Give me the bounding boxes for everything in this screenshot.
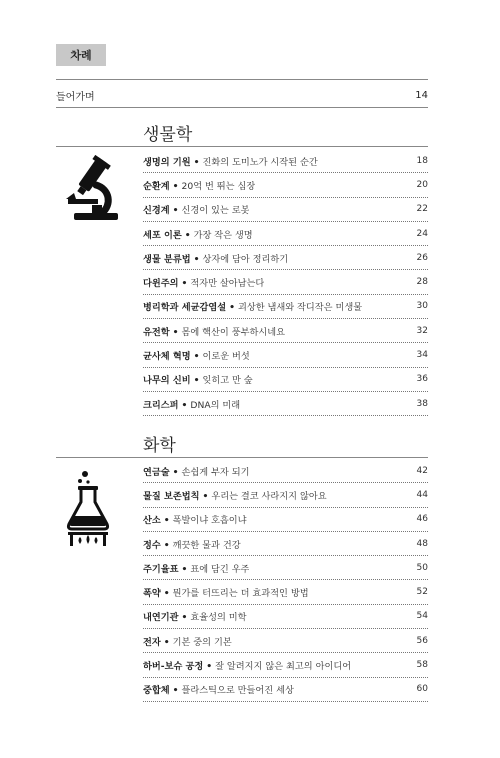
entry-title: 순환계 (143, 180, 170, 192)
entry-title: 유전학 (143, 326, 170, 338)
entry-page-number: 44 (416, 489, 428, 500)
entry-separator: • (193, 156, 200, 168)
entry-page-number: 36 (416, 374, 428, 385)
entry-separator: • (181, 563, 188, 575)
entry-title: 세포 이론 (143, 229, 182, 241)
entry-title: 생물 분류법 (143, 253, 191, 265)
toc-entry[interactable] (143, 653, 428, 677)
entry-separator: • (181, 399, 188, 411)
section-title-chemistry: 화학 (143, 436, 176, 456)
entry-separator: • (229, 302, 235, 314)
toc-entry[interactable] (143, 270, 428, 294)
flask-burner-icon (66, 468, 114, 552)
entry-subtitle: 플라스틱으로 만들어진 세상 (181, 685, 294, 697)
toc-entry[interactable] (143, 678, 428, 702)
entry-subtitle: 잘 알려지지 않은 최고의 아이디어 (215, 661, 352, 673)
entry-separator: • (172, 685, 179, 697)
toc-list-biology (143, 149, 428, 416)
entry-title: 연금술 (143, 466, 170, 478)
toc-entry[interactable] (143, 483, 428, 507)
contents-badge: 차례 (56, 44, 106, 66)
toc-entry[interactable] (143, 246, 428, 270)
toc-entry[interactable] (143, 198, 428, 222)
toc-list-chemistry (143, 459, 428, 702)
intro-page-number: 14 (415, 89, 428, 101)
entry-title: 하버-보슈 공정 (143, 661, 204, 673)
entry-title: 신경계 (143, 205, 170, 217)
entry-title: 산소 (143, 515, 161, 527)
entry-page-number: 20 (416, 179, 428, 190)
entry-subtitle: 잊히고 만 숲 (202, 375, 253, 387)
toc-entry[interactable] (143, 605, 428, 629)
entry-title: 물질 보존법칙 (143, 490, 200, 502)
entry-title: 생명의 기원 (143, 156, 191, 168)
entry-subtitle: 가장 작은 생명 (193, 229, 253, 241)
entry-page-number: 26 (416, 252, 428, 263)
entry-separator: • (181, 278, 188, 290)
entry-page-number: 48 (416, 538, 428, 549)
entry-subtitle: 우리는 결코 사라지지 않아요 (211, 490, 327, 502)
intro-divider (56, 107, 428, 108)
toc-entry[interactable] (143, 295, 428, 319)
entry-title: 크리스퍼 (143, 399, 179, 411)
entry-subtitle: 표에 담긴 우주 (190, 563, 250, 575)
entry-separator: • (193, 351, 200, 363)
entry-page-number: 60 (416, 684, 428, 695)
entry-subtitle: DNA의 미래 (190, 399, 241, 411)
microscope-icon (58, 155, 122, 229)
toc-entry[interactable] (143, 343, 428, 367)
entry-page-number: 22 (416, 204, 428, 215)
toc-entry[interactable] (143, 368, 428, 392)
toc-entry[interactable] (143, 532, 428, 556)
entry-separator: • (193, 375, 200, 387)
entry-page-number: 38 (416, 398, 428, 409)
entry-separator: • (172, 180, 179, 192)
entry-title: 중합체 (143, 685, 170, 697)
entry-subtitle: 폭발이냐 호흡이냐 (172, 515, 247, 527)
entry-subtitle: 이로운 버섯 (202, 351, 250, 363)
entry-subtitle: 몸에 핵산이 풍부하시네요 (181, 326, 285, 338)
toc-entry[interactable] (143, 392, 428, 416)
entry-separator: • (193, 253, 200, 265)
toc-entry[interactable] (143, 222, 428, 246)
entry-subtitle: 적자만 살아남는다 (190, 278, 265, 290)
entry-subtitle: 상자에 담아 정리하기 (202, 253, 289, 265)
entry-title: 다윈주의 (143, 278, 179, 290)
toc-entry[interactable] (143, 459, 428, 483)
entry-title: 나무의 신비 (143, 375, 191, 387)
entry-subtitle: 신경이 있는 로봇 (181, 205, 250, 217)
entry-page-number: 28 (416, 277, 428, 288)
entry-page-number: 56 (416, 635, 428, 646)
entry-title: 병리학과 세균감염설 (143, 302, 227, 314)
entry-separator: • (172, 466, 179, 478)
entry-subtitle: 진화의 도미노가 시작된 순간 (202, 156, 318, 168)
toc-entry[interactable] (143, 149, 428, 173)
toc-entry[interactable] (143, 173, 428, 197)
entry-separator: • (181, 612, 188, 624)
toc-entry[interactable] (143, 556, 428, 580)
entry-page-number: 24 (416, 228, 428, 239)
entry-subtitle: 20억 번 뛰는 심장 (181, 180, 256, 192)
entry-title: 폭약 (143, 588, 161, 600)
entry-page-number: 54 (416, 611, 428, 622)
toc-entry[interactable] (143, 319, 428, 343)
entry-separator: • (163, 588, 170, 600)
entry-title: 내연기관 (143, 612, 179, 624)
entry-title: 주기율표 (143, 563, 179, 575)
entry-title: 균사체 혁명 (143, 351, 191, 363)
entry-separator: • (172, 326, 179, 338)
entry-subtitle: 효율성의 미학 (190, 612, 247, 624)
entry-page-number: 30 (416, 301, 428, 312)
entry-page-number: 32 (416, 325, 428, 336)
entry-subtitle: 손쉽게 부자 되기 (181, 466, 250, 478)
entry-separator: • (206, 661, 213, 673)
top-divider (56, 79, 428, 80)
section-divider-biology (56, 146, 428, 147)
entry-separator: • (184, 229, 191, 241)
entry-separator: • (202, 490, 209, 502)
toc-entry[interactable] (143, 508, 428, 532)
toc-entry-intro[interactable] (56, 86, 428, 104)
entry-page-number: 18 (416, 155, 428, 166)
entry-page-number: 42 (416, 465, 428, 476)
entry-page-number: 52 (416, 587, 428, 598)
section-title-biology: 생물학 (143, 125, 193, 145)
entry-subtitle: 뭔가를 터뜨리는 더 효과적인 방법 (172, 588, 309, 600)
entry-separator: • (163, 515, 170, 527)
entry-page-number: 50 (416, 562, 428, 573)
entry-subtitle: 기본 중의 기본 (172, 636, 232, 648)
entry-separator: • (172, 205, 179, 217)
entry-page-number: 34 (416, 350, 428, 361)
entry-subtitle: 괴상한 냄새와 작디작은 미생물 (237, 302, 363, 314)
entry-separator: • (163, 636, 170, 648)
intro-label: 들어가며 (56, 91, 95, 103)
entry-page-number: 58 (416, 660, 428, 671)
section-divider-chemistry (56, 457, 428, 458)
toc-entry[interactable] (143, 580, 428, 604)
entry-separator: • (163, 539, 170, 551)
entry-page-number: 46 (416, 514, 428, 525)
entry-subtitle: 깨끗한 물과 건강 (172, 539, 241, 551)
entry-title: 전자 (143, 636, 161, 648)
entry-title: 정수 (143, 539, 161, 551)
toc-entry[interactable] (143, 629, 428, 653)
